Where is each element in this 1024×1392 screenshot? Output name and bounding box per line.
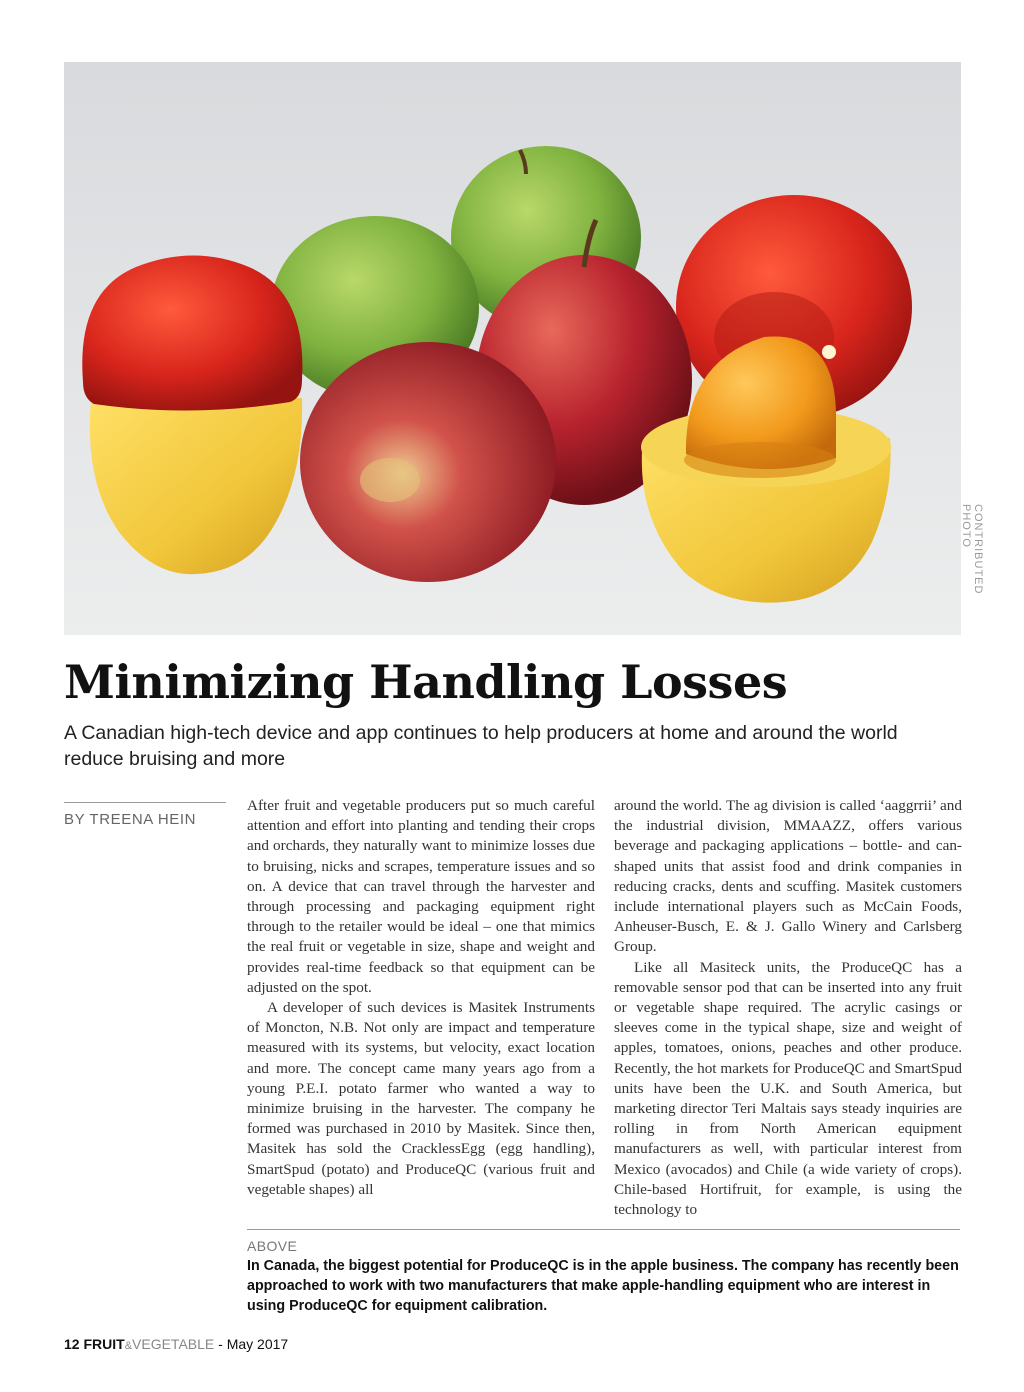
page-footer	[64, 1336, 288, 1352]
paragraph: A developer of such devices is Masitek Instruments of Moncton, N.B. Not only are impact and temperature measured with its systems, but velocity, exact location and more. The concept came many years ago from a young P.E.I. potato farmer who wanted a way to minimize bruising in the harvester. The company he formed was purchased in 2010 by Masitek. Since then, Masitek has sold the CracklessEgg (egg handling), SmartSpud (potato) and ProduceQC (various fruit and vegetable shapes) all	[247, 999, 595, 1198]
body-column-2	[614, 796, 962, 1220]
paragraph: around the world. The ag division is called ‘aaggrrii’ and the industrial division, MMAAZZ, offers various beverage and packaging applications – bottle- and can-shaped units that assist food and drink companies in reducing cracks, dents and scuffing. Masitek customers include international players such as McCain Foods, Anheuser-Busch, E. & J. Gallo Winery and Carlsberg Group.	[614, 797, 962, 956]
page-number: 12	[64, 1336, 80, 1352]
paragraph: Like all Masiteck units, the ProduceQC has a removable sensor pod that can be inserted into any fruit or vegetable shape required. The acrylic casings or sleeves come in the typical shape, size and weight of apples, tomatoes, onions, peaches and other produce. Recently, the hot markets for ProduceQC and SmartSpud units have been the U.K. and South America, but marketing director Teri Maltais says steady inquiries are rolling in from North American equipment manufacturers as well, with particular interest from Mexico (avocados) and Chile (a wide variety of crops). Chile-based Hortifruit, for example, is using the technology to	[614, 958, 962, 1219]
hero-photo	[64, 62, 961, 635]
paragraph: After fruit and vegetable producers put so much careful attention and effort into planting and tending their crops and orchards, they naturally want to minimize losses due to bruising, nicks and scrapes, temperature issues and so on. A device that can travel through the harvester and through processing and packaging equipment right through to the retailer would be ideal – one that mimics the real fruit or vegetable in size, shape and weight and provides real-time feedback so that equipment can be adjusted on the spot.	[247, 797, 595, 996]
publication-name-2: VEGETABLE	[132, 1336, 215, 1352]
red-apple-front	[300, 342, 556, 582]
caption-rule	[247, 1229, 960, 1230]
byline: BY TREENA HEIN	[64, 811, 197, 828]
publication-ampersand: &	[124, 1340, 133, 1352]
body-column-1	[247, 796, 595, 1200]
caption-label: ABOVE	[247, 1238, 298, 1254]
caption-text: In Canada, the biggest potential for ProduceQC is in the apple business. The company has recently been approached to work with two manufacturers that make apple-handling equipment who are interest in using ProduceQC for equipment calibration.	[247, 1258, 959, 1314]
photo-credit: CONTRIBUTED PHOTO	[960, 504, 984, 595]
apples-illustration	[64, 62, 961, 635]
article-subtitle: A Canadian high-tech device and app continues to help producers at home and around the world reduce bruising and more	[64, 722, 898, 770]
produceqc-device-left	[82, 256, 302, 575]
byline-rule	[64, 802, 226, 803]
publication-name: FRUIT	[83, 1336, 125, 1352]
issue-date: - May 2017	[214, 1336, 289, 1352]
article-title: Minimizing Handling Losses	[64, 655, 788, 709]
